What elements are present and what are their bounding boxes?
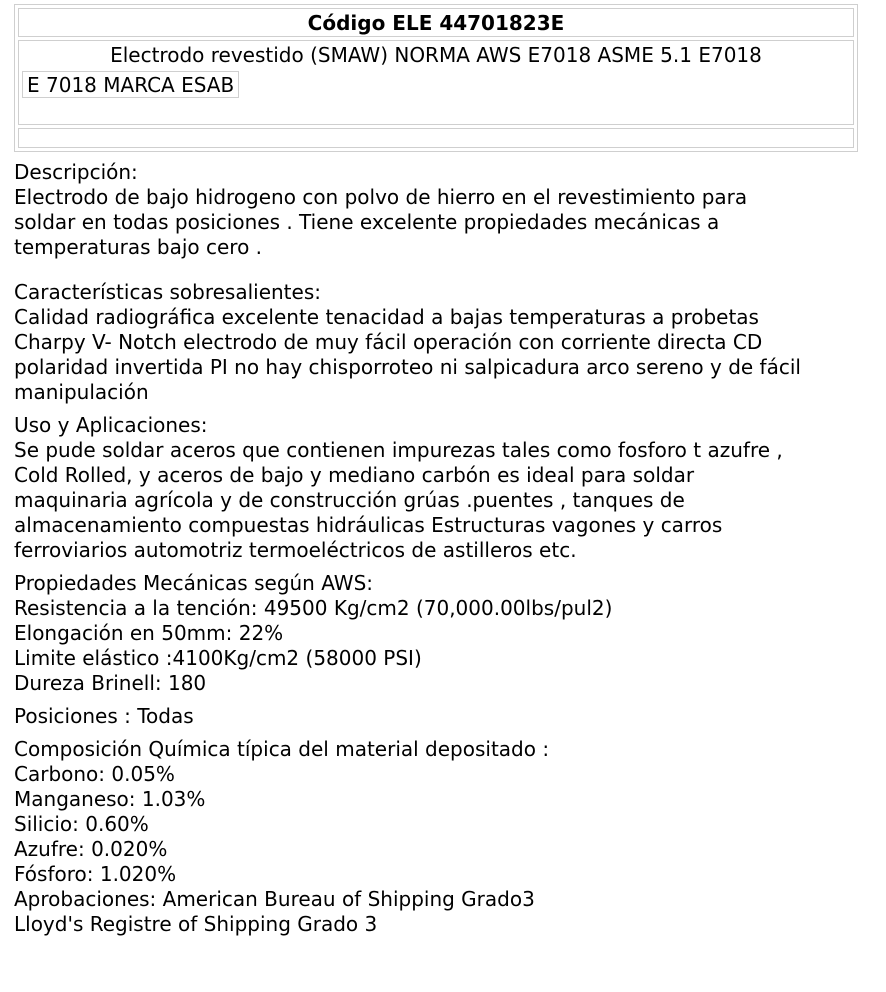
text-line: Resistencia a la tención: 49500 Kg/cm2 (70,000.00lbs/pul2) [14, 596, 613, 620]
text-line: Fósforo: 1.020% [14, 862, 177, 886]
text-line: Cold Rolled, y aceros de bajo y mediano carbón es ideal para soldar [14, 463, 695, 487]
section-heading: Composición Química típica del material depositado : [14, 737, 550, 761]
text-line: polaridad invertida PI no hay chisporroteo ni salpicadura arco sereno y de fácil [14, 355, 801, 379]
section-heading: Características sobresalientes: [14, 280, 321, 304]
section-uso [14, 413, 864, 563]
text-line: Calidad radiográfica excelente tenacidad a bajas temperaturas a probetas [14, 305, 759, 329]
text-line: Limite elástico :4100Kg/cm2 (58000 PSI) [14, 646, 422, 670]
product-description-cell [18, 40, 854, 125]
section-heading: Descripción: [14, 160, 138, 184]
text-line: Azufre: 0.020% [14, 837, 168, 861]
section-descripcion [14, 160, 864, 260]
text-line: Elongación en 50mm: 22% [14, 621, 284, 645]
text-line: temperaturas bajo cero . [14, 235, 263, 259]
product-description-line: Electrodo revestido (SMAW) NORMA AWS E7018 ASME 5.1 E7018 [110, 43, 762, 67]
section-composicion [14, 737, 864, 937]
text-line: soldar en todas posiciones . Tiene excelente propiedades mecánicas a [14, 210, 720, 234]
text-line: Electrodo de bajo hidrogeno con polvo de hierro en el revestimiento para [14, 185, 748, 209]
section-caracteristicas [14, 280, 864, 405]
text-line: Manganeso: 1.03% [14, 787, 206, 811]
text-line: Dureza Brinell: 180 [14, 671, 207, 695]
text-line: Carbono: 0.05% [14, 762, 175, 786]
product-brand-line: E 7018 MARCA ESAB [22, 71, 239, 98]
text-line: Lloyd's Registre of Shipping Grado 3 [14, 912, 378, 936]
text-line: Aprobaciones: American Bureau of Shipping Grado3 [14, 887, 535, 911]
text-line: maquinaria agrícola y de construcción grúas .puentes , tanques de [14, 488, 685, 512]
text-line: manipulación [14, 380, 149, 404]
section-propiedades [14, 571, 864, 696]
text-line: Charpy V- Notch electrodo de muy fácil operación con corriente directa CD [14, 330, 763, 354]
text-line: Se pude soldar aceros que contienen impurezas tales como fosforo t azufre , [14, 438, 783, 462]
empty-row [18, 128, 854, 148]
text-line: almacenamiento compuestas hidráulicas Estructuras vagones y carros [14, 513, 723, 537]
text-line: Silicio: 0.60% [14, 812, 149, 836]
section-heading: Uso y Aplicaciones: [14, 413, 208, 437]
product-code-title: Código ELE 44701823E [18, 8, 854, 37]
product-details [14, 160, 864, 937]
section-posiciones [14, 704, 864, 729]
text-line: ferroviarios automotriz termoeléctricos de astilleros etc. [14, 538, 577, 562]
text-line: Posiciones : Todas [14, 704, 194, 728]
header-table [14, 4, 858, 152]
section-heading: Propiedades Mecánicas según AWS: [14, 571, 374, 595]
